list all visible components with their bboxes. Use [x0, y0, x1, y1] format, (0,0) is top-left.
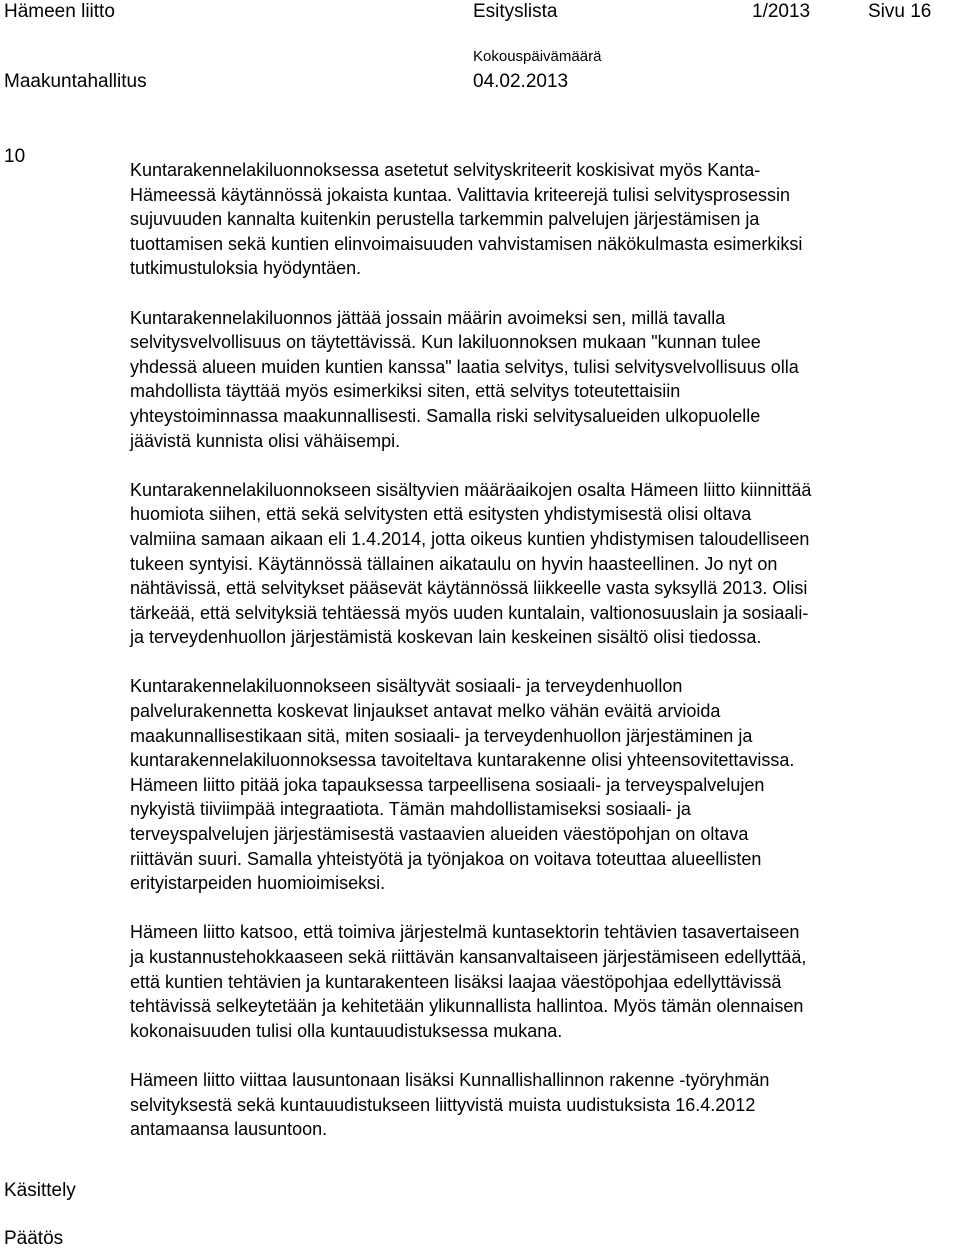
- text-line: valmiina samaan aikaan eli 1.4.2014, jotta oikeus kuntien yhdistymisen taloudelliseen: [130, 528, 810, 549]
- paragraph: [130, 306, 945, 454]
- text-line: Kuntarakennelakiluonnoksessa asetetut selvityskriteerit koskisivat myös Kanta-: [130, 160, 761, 180]
- text-line: huomiota siihen, että sekä selvitysten että esitysten yhdistymisestä olisi oltava: [130, 504, 752, 525]
- section-number: 10: [4, 146, 26, 167]
- text-line: tuottamisen sekä kuntien elinvoimaisuuden vahvistamisen näkökulmasta esimerkiksi: [130, 233, 803, 254]
- text-line: Hämeen liitto katsoo, että toimiva järjestelmä kuntasektorin tehtävien tasavertaiseen: [130, 922, 800, 943]
- text-line: Hämeen liitto viittaa lausuntonaan lisäksi Kunnallishallinnon rakenne -työryhmän: [130, 1069, 770, 1090]
- text-line: sujuvuuden kannalta kuitenkin perustella tarkemmin palvelujen järjestämisen ja: [130, 209, 760, 230]
- header-body-name: Maakuntahallitus: [4, 71, 147, 92]
- header-doc-type: Esityslista: [473, 1, 558, 22]
- text-line: selvityksestä sekä kuntauudistukseen liittyvistä muista uudistuksista 16.4.2012: [130, 1094, 756, 1115]
- header-page-number: Sivu 16: [868, 1, 932, 22]
- text-line: tehtävissä selkeytetään ja kehitetään ylikunnallista hallintoa. Myös tämän olennaisen: [130, 996, 804, 1017]
- text-line: yhteystoiminnassa maakunnallisesti. Samalla riski selvitysalueiden ulkopuolelle: [130, 405, 761, 426]
- text-line: palvelurakennetta koskevat linjaukset antavat melko vähän eväitä arvioida: [130, 701, 721, 722]
- header-org: Hämeen liitto: [4, 1, 115, 22]
- text-line: yhdessä alueen muiden kuntien kanssa" laatia selvitys, tulisi selvitysvelvollisuus olla: [130, 356, 799, 377]
- paragraph: [130, 920, 945, 1043]
- text-line: tärkeää, että selvityksiä tehtäessä myös uuden kuntalain, valtionosuuslain ja sosiaali-: [130, 602, 809, 623]
- text-line: selvitysvelvollisuus on täytettävissä. Kun lakiluonnoksen mukaan "kunnan tulee: [130, 332, 761, 353]
- text-line: tukeen syntyisi. Käytännössä tällainen aikataulu on hyvin haasteellinen. Jo nyt on: [130, 553, 778, 574]
- paragraph: [130, 478, 945, 650]
- text-line: antamaansa lausuntoon.: [130, 1119, 328, 1140]
- text-line: Kuntarakennelakiluonnokseen sisältyvien määräaikojen osalta Hämeen liitto kiinnittää: [130, 479, 812, 500]
- text-line: terveyspalvelujen järjestämisestä vastaavien alueiden väestöpohjan on oltava: [130, 824, 749, 845]
- text-line: jäävistä kunnista olisi vähäisempi.: [130, 430, 401, 451]
- text-line: Kuntarakennelakiluonnokseen sisältyvät sosiaali- ja terveydenhuollon: [130, 676, 683, 697]
- paragraph: [130, 1068, 945, 1142]
- text-line: kuntarakennelakiluonnoksessa tavoiteltava kuntarakenne olisi yhteensovitettavissa.: [130, 750, 795, 771]
- text-line: Hämeen liitto pitää joka tapauksessa tarpeellisena sosiaali- ja terveyspalvelujen: [130, 774, 765, 795]
- text-line: Kuntarakennelakiluonnos jättää jossain määrin avoimeksi sen, millä tavalla: [130, 307, 726, 328]
- header-doc-number: 1/2013: [752, 1, 811, 22]
- header-date-label: Kokouspäivämäärä: [473, 48, 602, 65]
- label-paatos: Päätös: [4, 1228, 64, 1249]
- text-line: että kuntien tehtävien ja kuntarakenteen lisäksi laajaa väestöpohjaa edellyttävissä: [130, 971, 782, 992]
- paragraph: [130, 674, 945, 895]
- text-line: tutkimustuloksia hyödyntäen.: [130, 258, 362, 279]
- text-line: ja kustannustehokkaaseen sekä riittävän kansanvaltaiseen järjestämiseen edellyttää,: [130, 947, 807, 967]
- text-line: Hämeessä käytännössä jokaista kuntaa. Valittavia kriteerejä tulisi selvitysprosessin: [130, 184, 790, 205]
- text-line: maakunnallisestikaan sitä, miten sosiaali- ja terveydenhuollon järjestäminen ja: [130, 725, 753, 746]
- header-date: 04.02.2013: [473, 71, 569, 92]
- text-line: mahdollista täyttää myös esimerkiksi siten, että selvitys toteutettaisiin: [130, 381, 681, 402]
- text-line: ja terveydenhuollon järjestämistä koskevan lain keskeinen sisältö olisi tiedossa.: [130, 627, 762, 648]
- text-line: nähtävissä, että selvitykset pääsevät käytännössä liikkeelle vasta syksyllä 2013. Olisi: [130, 578, 808, 599]
- text-line: erityistarpeiden huomioimiseksi.: [130, 873, 386, 894]
- document-body: [130, 158, 945, 1142]
- label-kasittely: Käsittely: [4, 1180, 76, 1201]
- text-line: riittävän suuri. Samalla yhteistyötä ja työnjakoa on voitava toteuttaa alueellisten: [130, 848, 762, 869]
- text-line: nykyistä tiiviimpää integraatiota. Tämän mahdollistamiseksi sosiaali- ja: [130, 799, 691, 820]
- paragraph: [130, 158, 945, 281]
- text-line: kokonaisuuden tulisi olla kuntauudistuksessa mukana.: [130, 1020, 563, 1041]
